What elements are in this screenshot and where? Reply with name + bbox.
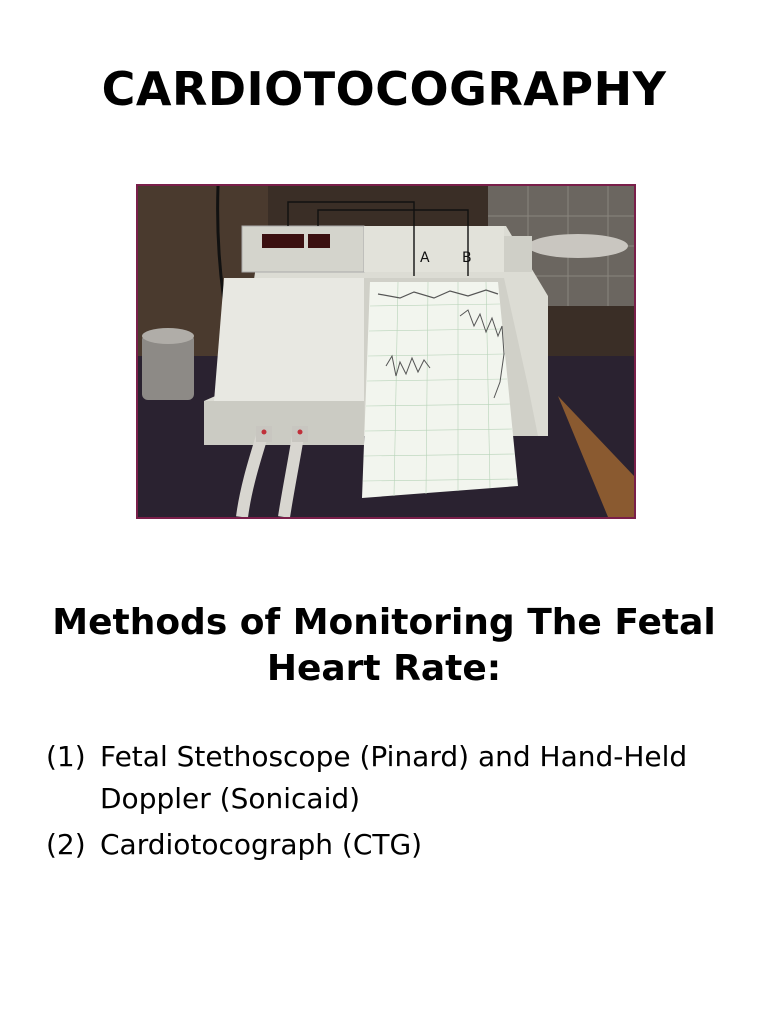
page-title: CARDIOTOCOGRAPHY — [101, 62, 667, 116]
ctg-machine-photo — [136, 184, 636, 519]
list-item-number: (1) — [46, 740, 86, 773]
list-item-text: Cardiotocograph (CTG) — [100, 828, 423, 861]
section-heading: Methods of Monitoring The Fetal Heart Rate: — [52, 602, 716, 689]
list-item — [46, 824, 736, 866]
label-b: B — [462, 250, 472, 266]
list-item-number: (2) — [46, 828, 86, 861]
label-a: A — [420, 250, 430, 266]
list-item — [46, 736, 736, 820]
methods-list — [46, 736, 736, 870]
list-item-text: Fetal Stethoscope (Pinard) and Hand-Held Doppler (Sonicaid) — [100, 740, 688, 815]
